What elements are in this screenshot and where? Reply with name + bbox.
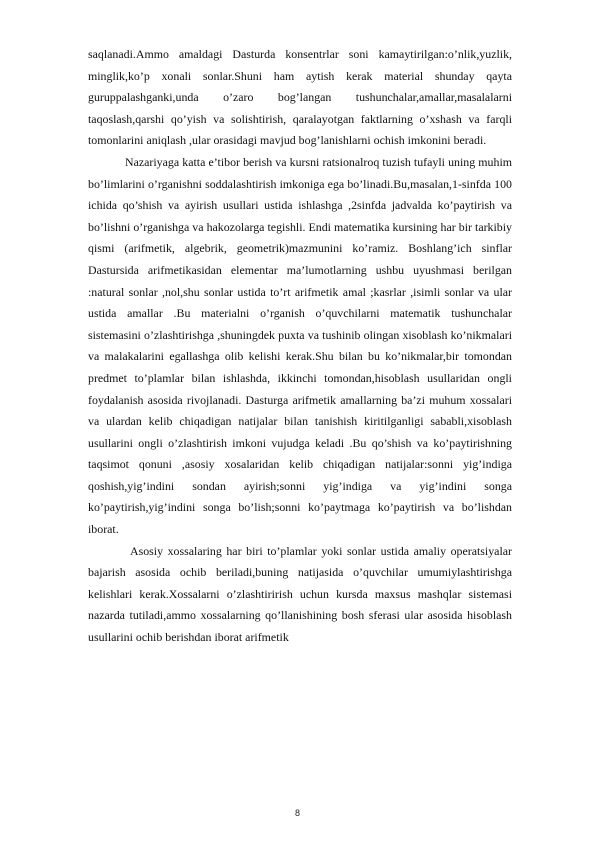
- paragraph-1: saqlanadi.Ammo amaldagi Dasturda konsentrlar soni kamaytirilgan:o’nlik,yuzlik, minglik,ko’p xonali sonlar.Shuni ham aytish kerak material shunday qayta guruppalashganki,unda o’zaro bog’langan tushunchalar,amallar,masalalarni taqoslash,qarshi qo’yish va solishtirish, qaralayotgan faktlarning o’xshash va farqli tomonlarini aniqlash ,ular orasidagi mavjud bog’lanishlarni ochish imkonini beradi.: [88, 47, 512, 148]
- body-text: [88, 44, 512, 649]
- paragraph-3: Asosiy xossalaring har biri to’plamlar yoki sonlar ustida amaliy operatsiyalar bajarish asosida ochib beriladi,buning natijasida o’quvchilar umumiylashtirishga kelishlari kerak.Xossalarni o’zlashtirirish uchun kursda maxsus mashqlar sistemasi nazarda tutiladi,ammo xossalarning qo’llanishining bosh sferasi ular asosida hisoblash usullarini ochib berishdan iborat arifmetik: [88, 543, 512, 645]
- paragraph-2: Nazariyaga katta e’tibor berish va kursni ratsionalroq tuzish tufayli uning muhim bo’limlarini o’rganishni soddalashtirish imkoniga ega bo’linadi.Bu,masalan,1-sinfda 100 ichida qo’shish va ayirish usullari ustida ishlashga ,2sinfda jadvalda ko’paytirish va bo’lishni o’rganishga va hakozolarga tegishli. Endi matematika kursining har bir tarkibiy qismi (arifmetik, algebrik, geometrik)mazmunini ko’ramiz. Boshlang’ich sinflar Dastursida arifmetikasidan elementar ma’lumotlarning ushbu uyushmasi berilgan :natural sonlar ,nol,shu sonlar ustida to’rt arifmetik amal ;kasrlar ,isimli sonlar va ular ustida amallar .Bu materialni o’rganish o’quvchilarni matematik tushunchalar sistemasini o’zlashtirishga ,shuningdek puxta va tushinib olingan xisoblash ko’nikmalari va malakalarini egallashga olib kelishi kerak.Shu bilan bu ko’nikmalar,bir tomondan predmet to’plamlar bilan ishlashda, ikkinchi tomondan,hisoblash usullaridan ongli foydalanish asosida rivojlanadi. Dasturga arifmetik amallarning ba’zi muhum xossalari va ulardan kelib chiqadigan natijalar bilan tanishish kiritilganligi sababli,xisoblash usullarini ongli o’zlashtirish imkoni vujudga keladi .Bu qo’shish va ko’paytirishning taqsimot qonuni ,asosiy xosalaridan kelib chiqadigan natijalar:sonni yig’indiga qoshish,yig’indini sondan ayirish;sonni yig’indiga va yig’indini songa ko’paytirish,yig’indini songa bo’lish;sonni ko’paytmaga ko’paytirish va bo’lishdan iborat.: [88, 154, 512, 537]
- page-number: 8: [294, 808, 300, 818]
